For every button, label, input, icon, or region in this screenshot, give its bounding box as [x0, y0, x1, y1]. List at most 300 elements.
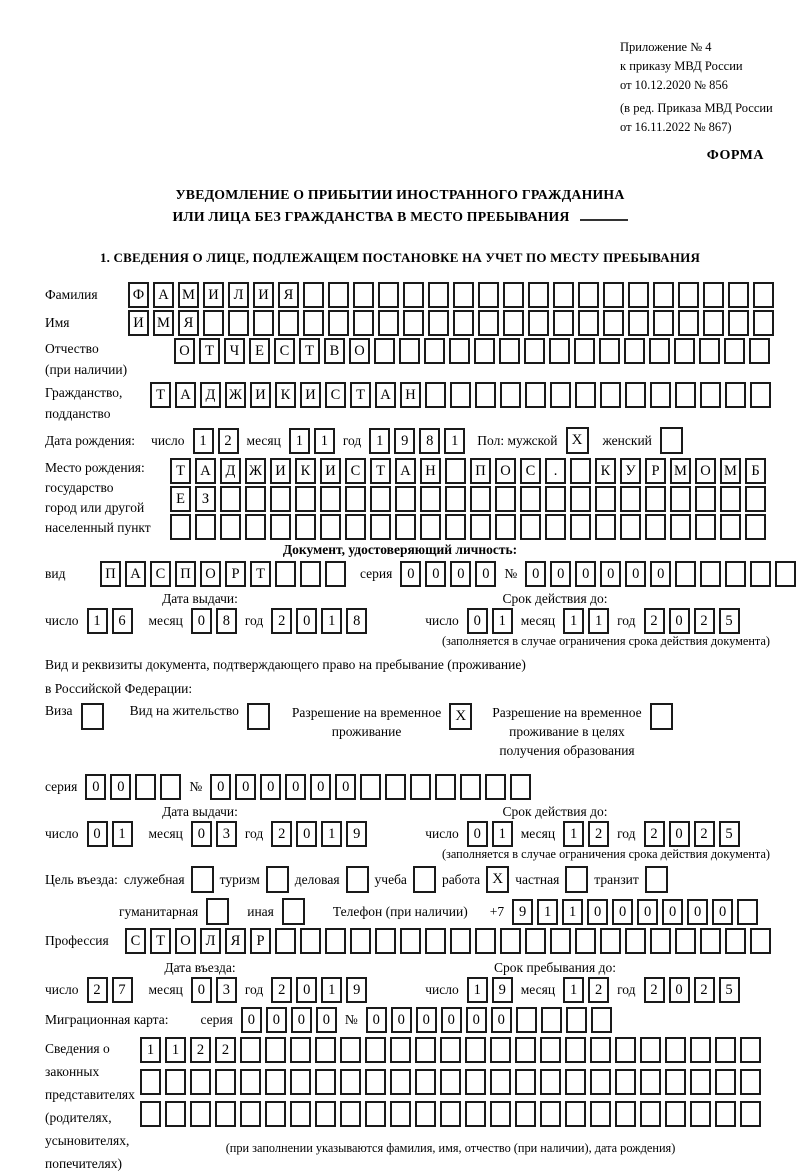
char-cell[interactable]: 0 [587, 899, 608, 925]
purpose-private-checkbox[interactable] [565, 866, 588, 893]
char-cell[interactable] [278, 310, 299, 336]
char-cell[interactable]: П [175, 561, 196, 587]
char-cell[interactable] [490, 1069, 511, 1095]
char-cell[interactable] [520, 514, 541, 540]
char-cell[interactable] [520, 486, 541, 512]
char-cell[interactable]: Д [220, 458, 241, 484]
char-cell[interactable] [600, 382, 621, 408]
char-cell[interactable] [550, 928, 571, 954]
char-cell[interactable]: 2 [588, 821, 609, 847]
char-cell[interactable]: 9 [512, 899, 533, 925]
char-cell[interactable] [428, 310, 449, 336]
char-cell[interactable] [645, 486, 666, 512]
char-cell[interactable] [740, 1069, 761, 1095]
char-cell[interactable]: 1 [314, 428, 335, 454]
char-cell[interactable]: М [178, 282, 199, 308]
char-cell[interactable] [750, 561, 771, 587]
char-cell[interactable] [415, 1037, 436, 1063]
char-cell[interactable] [499, 338, 520, 364]
char-cell[interactable]: Р [225, 561, 246, 587]
char-cell[interactable] [490, 1101, 511, 1127]
char-cell[interactable]: 2 [644, 821, 665, 847]
char-cell[interactable] [428, 282, 449, 308]
char-cell[interactable] [566, 1007, 587, 1033]
char-cell[interactable]: А [375, 382, 396, 408]
char-cell[interactable] [553, 310, 574, 336]
char-cell[interactable] [440, 1101, 461, 1127]
char-cell[interactable] [495, 486, 516, 512]
char-cell[interactable]: 5 [719, 977, 740, 1003]
char-cell[interactable] [645, 514, 666, 540]
char-cell[interactable] [690, 1037, 711, 1063]
char-cell[interactable] [220, 486, 241, 512]
char-cell[interactable] [603, 282, 624, 308]
char-cell[interactable] [775, 561, 796, 587]
char-cell[interactable] [570, 458, 591, 484]
char-cell[interactable]: Р [645, 458, 666, 484]
char-cell[interactable]: 9 [346, 977, 367, 1003]
char-cell[interactable]: 0 [110, 774, 131, 800]
char-cell[interactable]: И [270, 458, 291, 484]
char-cell[interactable] [740, 1037, 761, 1063]
purpose-tourism-checkbox[interactable] [266, 866, 289, 893]
char-cell[interactable]: 0 [335, 774, 356, 800]
char-cell[interactable] [360, 774, 381, 800]
purpose-study-checkbox[interactable] [413, 866, 436, 893]
char-cell[interactable] [265, 1101, 286, 1127]
char-cell[interactable] [549, 338, 570, 364]
char-cell[interactable] [445, 514, 466, 540]
char-cell[interactable] [625, 382, 646, 408]
char-cell[interactable] [541, 1007, 562, 1033]
char-cell[interactable]: 0 [550, 561, 571, 587]
page-number-blank[interactable] [580, 219, 628, 221]
char-cell[interactable] [390, 1069, 411, 1095]
char-cell[interactable]: О [695, 458, 716, 484]
char-cell[interactable] [135, 774, 156, 800]
char-cell[interactable] [325, 561, 346, 587]
char-cell[interactable] [465, 1101, 486, 1127]
char-cell[interactable] [403, 310, 424, 336]
char-cell[interactable]: 1 [112, 821, 133, 847]
char-cell[interactable] [670, 486, 691, 512]
char-cell[interactable]: 0 [575, 561, 596, 587]
char-cell[interactable]: 9 [346, 821, 367, 847]
char-cell[interactable]: К [295, 458, 316, 484]
char-cell[interactable] [470, 514, 491, 540]
char-cell[interactable] [675, 561, 696, 587]
char-cell[interactable] [550, 382, 571, 408]
char-cell[interactable] [474, 338, 495, 364]
char-cell[interactable]: 0 [266, 1007, 287, 1033]
char-cell[interactable]: Ж [245, 458, 266, 484]
char-cell[interactable] [245, 514, 266, 540]
char-cell[interactable]: Т [350, 382, 371, 408]
char-cell[interactable]: 2 [588, 977, 609, 1003]
char-cell[interactable] [478, 282, 499, 308]
char-cell[interactable]: С [325, 382, 346, 408]
purpose-official-checkbox[interactable] [191, 866, 214, 893]
char-cell[interactable] [440, 1069, 461, 1095]
char-cell[interactable] [450, 382, 471, 408]
char-cell[interactable]: 0 [467, 821, 488, 847]
char-cell[interactable]: Т [250, 561, 271, 587]
char-cell[interactable] [190, 1069, 211, 1095]
char-cell[interactable] [545, 486, 566, 512]
char-cell[interactable] [140, 1101, 161, 1127]
char-cell[interactable]: А [153, 282, 174, 308]
char-cell[interactable]: Я [225, 928, 246, 954]
char-cell[interactable] [570, 514, 591, 540]
char-cell[interactable]: О [174, 338, 195, 364]
char-cell[interactable] [665, 1101, 686, 1127]
char-cell[interactable]: Т [170, 458, 191, 484]
char-cell[interactable]: 0 [191, 977, 212, 1003]
char-cell[interactable]: 0 [85, 774, 106, 800]
char-cell[interactable]: Д [200, 382, 221, 408]
char-cell[interactable] [620, 514, 641, 540]
char-cell[interactable] [465, 1037, 486, 1063]
char-cell[interactable]: П [100, 561, 121, 587]
char-cell[interactable] [675, 928, 696, 954]
char-cell[interactable] [753, 310, 774, 336]
char-cell[interactable]: П [470, 458, 491, 484]
char-cell[interactable] [578, 282, 599, 308]
char-cell[interactable] [749, 338, 770, 364]
char-cell[interactable] [628, 310, 649, 336]
char-cell[interactable] [340, 1101, 361, 1127]
char-cell[interactable] [750, 382, 771, 408]
char-cell[interactable] [653, 282, 674, 308]
char-cell[interactable] [725, 928, 746, 954]
char-cell[interactable]: 0 [366, 1007, 387, 1033]
char-cell[interactable]: 2 [644, 977, 665, 1003]
char-cell[interactable] [395, 486, 416, 512]
char-cell[interactable]: 0 [391, 1007, 412, 1033]
char-cell[interactable] [703, 310, 724, 336]
char-cell[interactable]: О [349, 338, 370, 364]
char-cell[interactable] [503, 310, 524, 336]
char-cell[interactable]: 0 [441, 1007, 462, 1033]
char-cell[interactable] [650, 928, 671, 954]
char-cell[interactable] [390, 1037, 411, 1063]
char-cell[interactable]: С [125, 928, 146, 954]
char-cell[interactable]: 0 [285, 774, 306, 800]
char-cell[interactable]: Л [228, 282, 249, 308]
char-cell[interactable]: Е [170, 486, 191, 512]
char-cell[interactable]: 1 [193, 428, 214, 454]
char-cell[interactable]: А [395, 458, 416, 484]
char-cell[interactable]: 1 [563, 608, 584, 634]
char-cell[interactable] [265, 1037, 286, 1063]
char-cell[interactable] [424, 338, 445, 364]
char-cell[interactable] [370, 486, 391, 512]
char-cell[interactable] [275, 561, 296, 587]
char-cell[interactable]: 0 [260, 774, 281, 800]
char-cell[interactable] [715, 1037, 736, 1063]
char-cell[interactable]: 0 [662, 899, 683, 925]
char-cell[interactable]: Т [199, 338, 220, 364]
char-cell[interactable] [420, 486, 441, 512]
char-cell[interactable] [399, 338, 420, 364]
char-cell[interactable] [695, 514, 716, 540]
char-cell[interactable]: А [125, 561, 146, 587]
char-cell[interactable] [295, 486, 316, 512]
char-cell[interactable] [515, 1037, 536, 1063]
char-cell[interactable] [515, 1101, 536, 1127]
char-cell[interactable]: 3 [216, 821, 237, 847]
char-cell[interactable]: 2 [215, 1037, 236, 1063]
visa-checkbox[interactable] [81, 703, 104, 730]
char-cell[interactable]: Ф [128, 282, 149, 308]
char-cell[interactable] [545, 514, 566, 540]
char-cell[interactable]: 0 [650, 561, 671, 587]
char-cell[interactable]: 7 [112, 977, 133, 1003]
char-cell[interactable]: М [153, 310, 174, 336]
char-cell[interactable]: 0 [491, 1007, 512, 1033]
char-cell[interactable]: 1 [321, 608, 342, 634]
char-cell[interactable] [340, 1069, 361, 1095]
char-cell[interactable]: З [195, 486, 216, 512]
char-cell[interactable] [620, 486, 641, 512]
char-cell[interactable]: 1 [492, 821, 513, 847]
char-cell[interactable] [228, 310, 249, 336]
char-cell[interactable] [590, 1101, 611, 1127]
char-cell[interactable] [515, 1069, 536, 1095]
char-cell[interactable] [365, 1069, 386, 1095]
char-cell[interactable]: 1 [563, 821, 584, 847]
char-cell[interactable] [475, 382, 496, 408]
char-cell[interactable]: Т [370, 458, 391, 484]
sex-female-checkbox[interactable] [660, 427, 683, 454]
char-cell[interactable]: И [203, 282, 224, 308]
char-cell[interactable]: 0 [416, 1007, 437, 1033]
char-cell[interactable] [195, 514, 216, 540]
char-cell[interactable]: 0 [687, 899, 708, 925]
char-cell[interactable] [649, 338, 670, 364]
char-cell[interactable]: 0 [296, 977, 317, 1003]
sex-male-checkbox[interactable]: X [566, 427, 589, 454]
char-cell[interactable] [395, 514, 416, 540]
char-cell[interactable] [674, 338, 695, 364]
char-cell[interactable] [745, 514, 766, 540]
char-cell[interactable] [516, 1007, 537, 1033]
char-cell[interactable]: 2 [271, 821, 292, 847]
char-cell[interactable] [575, 928, 596, 954]
char-cell[interactable] [574, 338, 595, 364]
char-cell[interactable]: 1 [444, 428, 465, 454]
char-cell[interactable] [690, 1101, 711, 1127]
char-cell[interactable]: 1 [563, 977, 584, 1003]
char-cell[interactable] [290, 1069, 311, 1095]
char-cell[interactable]: 0 [316, 1007, 337, 1033]
char-cell[interactable]: О [175, 928, 196, 954]
char-cell[interactable] [728, 282, 749, 308]
char-cell[interactable] [315, 1037, 336, 1063]
char-cell[interactable] [400, 928, 421, 954]
char-cell[interactable]: 0 [450, 561, 471, 587]
char-cell[interactable] [565, 1069, 586, 1095]
char-cell[interactable] [290, 1101, 311, 1127]
char-cell[interactable] [665, 1037, 686, 1063]
char-cell[interactable]: 0 [296, 608, 317, 634]
char-cell[interactable]: 0 [525, 561, 546, 587]
char-cell[interactable]: 1 [321, 977, 342, 1003]
char-cell[interactable] [500, 382, 521, 408]
char-cell[interactable]: М [670, 458, 691, 484]
char-cell[interactable] [500, 928, 521, 954]
char-cell[interactable] [415, 1101, 436, 1127]
char-cell[interactable] [615, 1037, 636, 1063]
char-cell[interactable] [503, 282, 524, 308]
char-cell[interactable] [753, 282, 774, 308]
char-cell[interactable] [690, 1069, 711, 1095]
char-cell[interactable] [495, 514, 516, 540]
char-cell[interactable] [450, 928, 471, 954]
char-cell[interactable]: 1 [588, 608, 609, 634]
char-cell[interactable] [253, 310, 274, 336]
char-cell[interactable]: 8 [216, 608, 237, 634]
char-cell[interactable] [345, 486, 366, 512]
char-cell[interactable] [615, 1069, 636, 1095]
char-cell[interactable]: К [275, 382, 296, 408]
char-cell[interactable] [653, 310, 674, 336]
char-cell[interactable]: 8 [419, 428, 440, 454]
char-cell[interactable] [220, 514, 241, 540]
char-cell[interactable] [353, 310, 374, 336]
char-cell[interactable]: О [200, 561, 221, 587]
char-cell[interactable] [475, 928, 496, 954]
char-cell[interactable] [590, 1037, 611, 1063]
char-cell[interactable]: М [720, 458, 741, 484]
char-cell[interactable] [390, 1101, 411, 1127]
char-cell[interactable]: 0 [475, 561, 496, 587]
char-cell[interactable]: 0 [669, 608, 690, 634]
char-cell[interactable] [599, 338, 620, 364]
char-cell[interactable] [470, 486, 491, 512]
char-cell[interactable] [215, 1101, 236, 1127]
char-cell[interactable] [628, 282, 649, 308]
char-cell[interactable] [640, 1037, 661, 1063]
char-cell[interactable]: В [324, 338, 345, 364]
char-cell[interactable] [320, 486, 341, 512]
char-cell[interactable]: И [320, 458, 341, 484]
char-cell[interactable] [465, 1069, 486, 1095]
char-cell[interactable] [528, 310, 549, 336]
char-cell[interactable] [240, 1101, 261, 1127]
char-cell[interactable]: И [253, 282, 274, 308]
char-cell[interactable] [590, 1069, 611, 1095]
char-cell[interactable] [720, 514, 741, 540]
char-cell[interactable] [678, 310, 699, 336]
char-cell[interactable]: 2 [694, 608, 715, 634]
char-cell[interactable]: И [128, 310, 149, 336]
char-cell[interactable] [315, 1101, 336, 1127]
char-cell[interactable] [445, 458, 466, 484]
char-cell[interactable] [165, 1069, 186, 1095]
char-cell[interactable] [303, 282, 324, 308]
char-cell[interactable]: 0 [669, 821, 690, 847]
char-cell[interactable]: Ч [224, 338, 245, 364]
char-cell[interactable]: 2 [694, 821, 715, 847]
char-cell[interactable] [215, 1069, 236, 1095]
char-cell[interactable] [700, 382, 721, 408]
char-cell[interactable] [570, 486, 591, 512]
char-cell[interactable] [700, 561, 721, 587]
char-cell[interactable] [365, 1101, 386, 1127]
char-cell[interactable] [240, 1037, 261, 1063]
char-cell[interactable] [595, 514, 616, 540]
char-cell[interactable] [715, 1101, 736, 1127]
char-cell[interactable]: 0 [87, 821, 108, 847]
char-cell[interactable] [350, 928, 371, 954]
char-cell[interactable]: 0 [291, 1007, 312, 1033]
char-cell[interactable] [525, 382, 546, 408]
char-cell[interactable]: 6 [112, 608, 133, 634]
char-cell[interactable] [595, 486, 616, 512]
char-cell[interactable]: 0 [466, 1007, 487, 1033]
char-cell[interactable]: 1 [87, 608, 108, 634]
char-cell[interactable] [325, 928, 346, 954]
char-cell[interactable]: 0 [712, 899, 733, 925]
char-cell[interactable]: 1 [537, 899, 558, 925]
char-cell[interactable] [460, 774, 481, 800]
char-cell[interactable]: Р [250, 928, 271, 954]
char-cell[interactable] [140, 1069, 161, 1095]
char-cell[interactable]: С [150, 561, 171, 587]
char-cell[interactable] [478, 310, 499, 336]
char-cell[interactable]: Т [150, 928, 171, 954]
char-cell[interactable] [678, 282, 699, 308]
char-cell[interactable] [353, 282, 374, 308]
char-cell[interactable]: 9 [492, 977, 513, 1003]
char-cell[interactable] [540, 1069, 561, 1095]
char-cell[interactable]: 1 [289, 428, 310, 454]
char-cell[interactable] [510, 774, 531, 800]
char-cell[interactable] [378, 310, 399, 336]
char-cell[interactable] [245, 486, 266, 512]
char-cell[interactable] [640, 1069, 661, 1095]
char-cell[interactable]: 2 [694, 977, 715, 1003]
char-cell[interactable]: Т [299, 338, 320, 364]
char-cell[interactable] [524, 338, 545, 364]
purpose-humanitarian-checkbox[interactable] [206, 898, 229, 925]
char-cell[interactable] [665, 1069, 686, 1095]
char-cell[interactable]: О [495, 458, 516, 484]
char-cell[interactable] [650, 382, 671, 408]
char-cell[interactable]: 1 [140, 1037, 161, 1063]
char-cell[interactable] [440, 1037, 461, 1063]
char-cell[interactable] [745, 486, 766, 512]
char-cell[interactable] [328, 310, 349, 336]
purpose-transit-checkbox[interactable] [645, 866, 668, 893]
char-cell[interactable] [420, 514, 441, 540]
char-cell[interactable]: 2 [271, 608, 292, 634]
char-cell[interactable]: 1 [492, 608, 513, 634]
char-cell[interactable]: К [595, 458, 616, 484]
char-cell[interactable] [625, 928, 646, 954]
char-cell[interactable]: 2 [644, 608, 665, 634]
char-cell[interactable] [565, 1101, 586, 1127]
char-cell[interactable]: 9 [394, 428, 415, 454]
char-cell[interactable]: Н [400, 382, 421, 408]
char-cell[interactable] [170, 514, 191, 540]
char-cell[interactable] [385, 774, 406, 800]
char-cell[interactable]: Н [420, 458, 441, 484]
char-cell[interactable]: С [345, 458, 366, 484]
char-cell[interactable]: 1 [467, 977, 488, 1003]
purpose-other-checkbox[interactable] [282, 898, 305, 925]
